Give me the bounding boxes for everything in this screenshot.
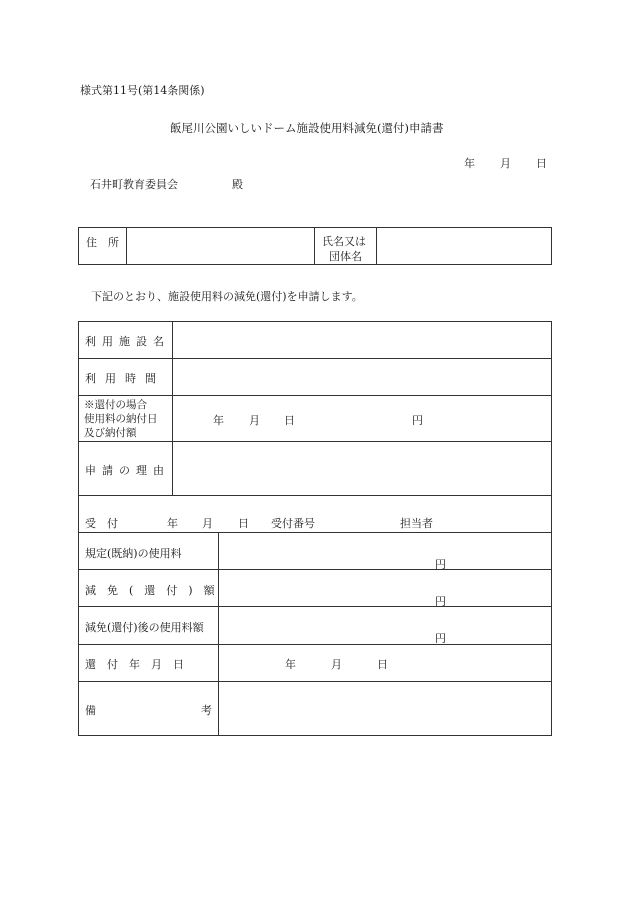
statement-text: 下記のとおり、施設使用料の減免(還付)を申請します。	[91, 290, 363, 303]
refund-month-label: 月	[249, 414, 260, 427]
prescribed-fee-label: 規定(既納)の使用料	[85, 547, 182, 560]
addressee-name: 石井町教育委員会	[90, 178, 178, 191]
usage-time-label: 利用時間	[85, 372, 165, 385]
reason-field[interactable]	[173, 442, 551, 494]
date-day-label: 日	[536, 157, 547, 170]
refund-label-line1: ※還付の場合	[84, 399, 147, 411]
prescribed-fee-field[interactable]	[219, 533, 551, 568]
address-field[interactable]	[127, 228, 313, 264]
form-number: 様式第11号(第14条関係)	[80, 84, 205, 97]
remarks-label-1: 備	[85, 704, 96, 717]
refund-date-month-label: 月	[331, 658, 342, 671]
reception-number-label: 受付番号	[271, 517, 315, 530]
reception-year-label: 年	[167, 517, 178, 530]
name-label-line2: 団体名	[329, 250, 362, 263]
facility-name-field[interactable]	[173, 322, 551, 357]
remarks-field[interactable]	[219, 682, 551, 735]
usage-time-field[interactable]	[173, 359, 551, 394]
address-label-2: 所	[108, 236, 119, 249]
date-year-label: 年	[464, 157, 475, 170]
refund-date-day-label: 日	[377, 658, 388, 671]
name-label-line1: 氏名又は	[322, 235, 366, 248]
page-title: 飯尾川公園いしいドーム施設使用料減免(還付)申請書	[170, 121, 444, 135]
reduction-field[interactable]	[219, 570, 551, 605]
refund-label-line3: 及び納付額	[84, 427, 137, 439]
refund-day-label: 日	[284, 414, 295, 427]
prescribed-fee-yen-label: 円	[435, 558, 446, 571]
refund-date-label: 還 付 年 月 日	[85, 658, 184, 671]
reception-day-label: 日	[238, 517, 249, 530]
refund-date-year-label: 年	[285, 658, 296, 671]
reduction-yen-label: 円	[435, 595, 446, 608]
person-in-charge-label: 担当者	[400, 517, 433, 530]
date-month-label: 月	[500, 157, 511, 170]
after-fee-yen-label: 円	[435, 632, 446, 645]
refund-yen-label: 円	[412, 414, 423, 427]
reason-label: 申請の理由	[85, 464, 170, 477]
after-fee-field[interactable]	[219, 607, 551, 643]
addressee-honorific: 殿	[232, 178, 243, 191]
reduction-label: 減 免 ( 還 付 ) 額	[85, 584, 215, 597]
address-label-1: 住	[86, 236, 97, 249]
refund-year-label: 年	[213, 414, 224, 427]
reception-month-label: 月	[202, 517, 213, 530]
refund-label-line2: 使用料の納付日	[84, 413, 158, 425]
after-fee-label: 減免(還付)後の使用料額	[85, 621, 204, 634]
remarks-label-2: 考	[201, 704, 212, 717]
reception-label: 受 付	[85, 517, 118, 530]
name-field[interactable]	[377, 228, 551, 264]
facility-name-label: 利用施設名	[85, 335, 170, 348]
